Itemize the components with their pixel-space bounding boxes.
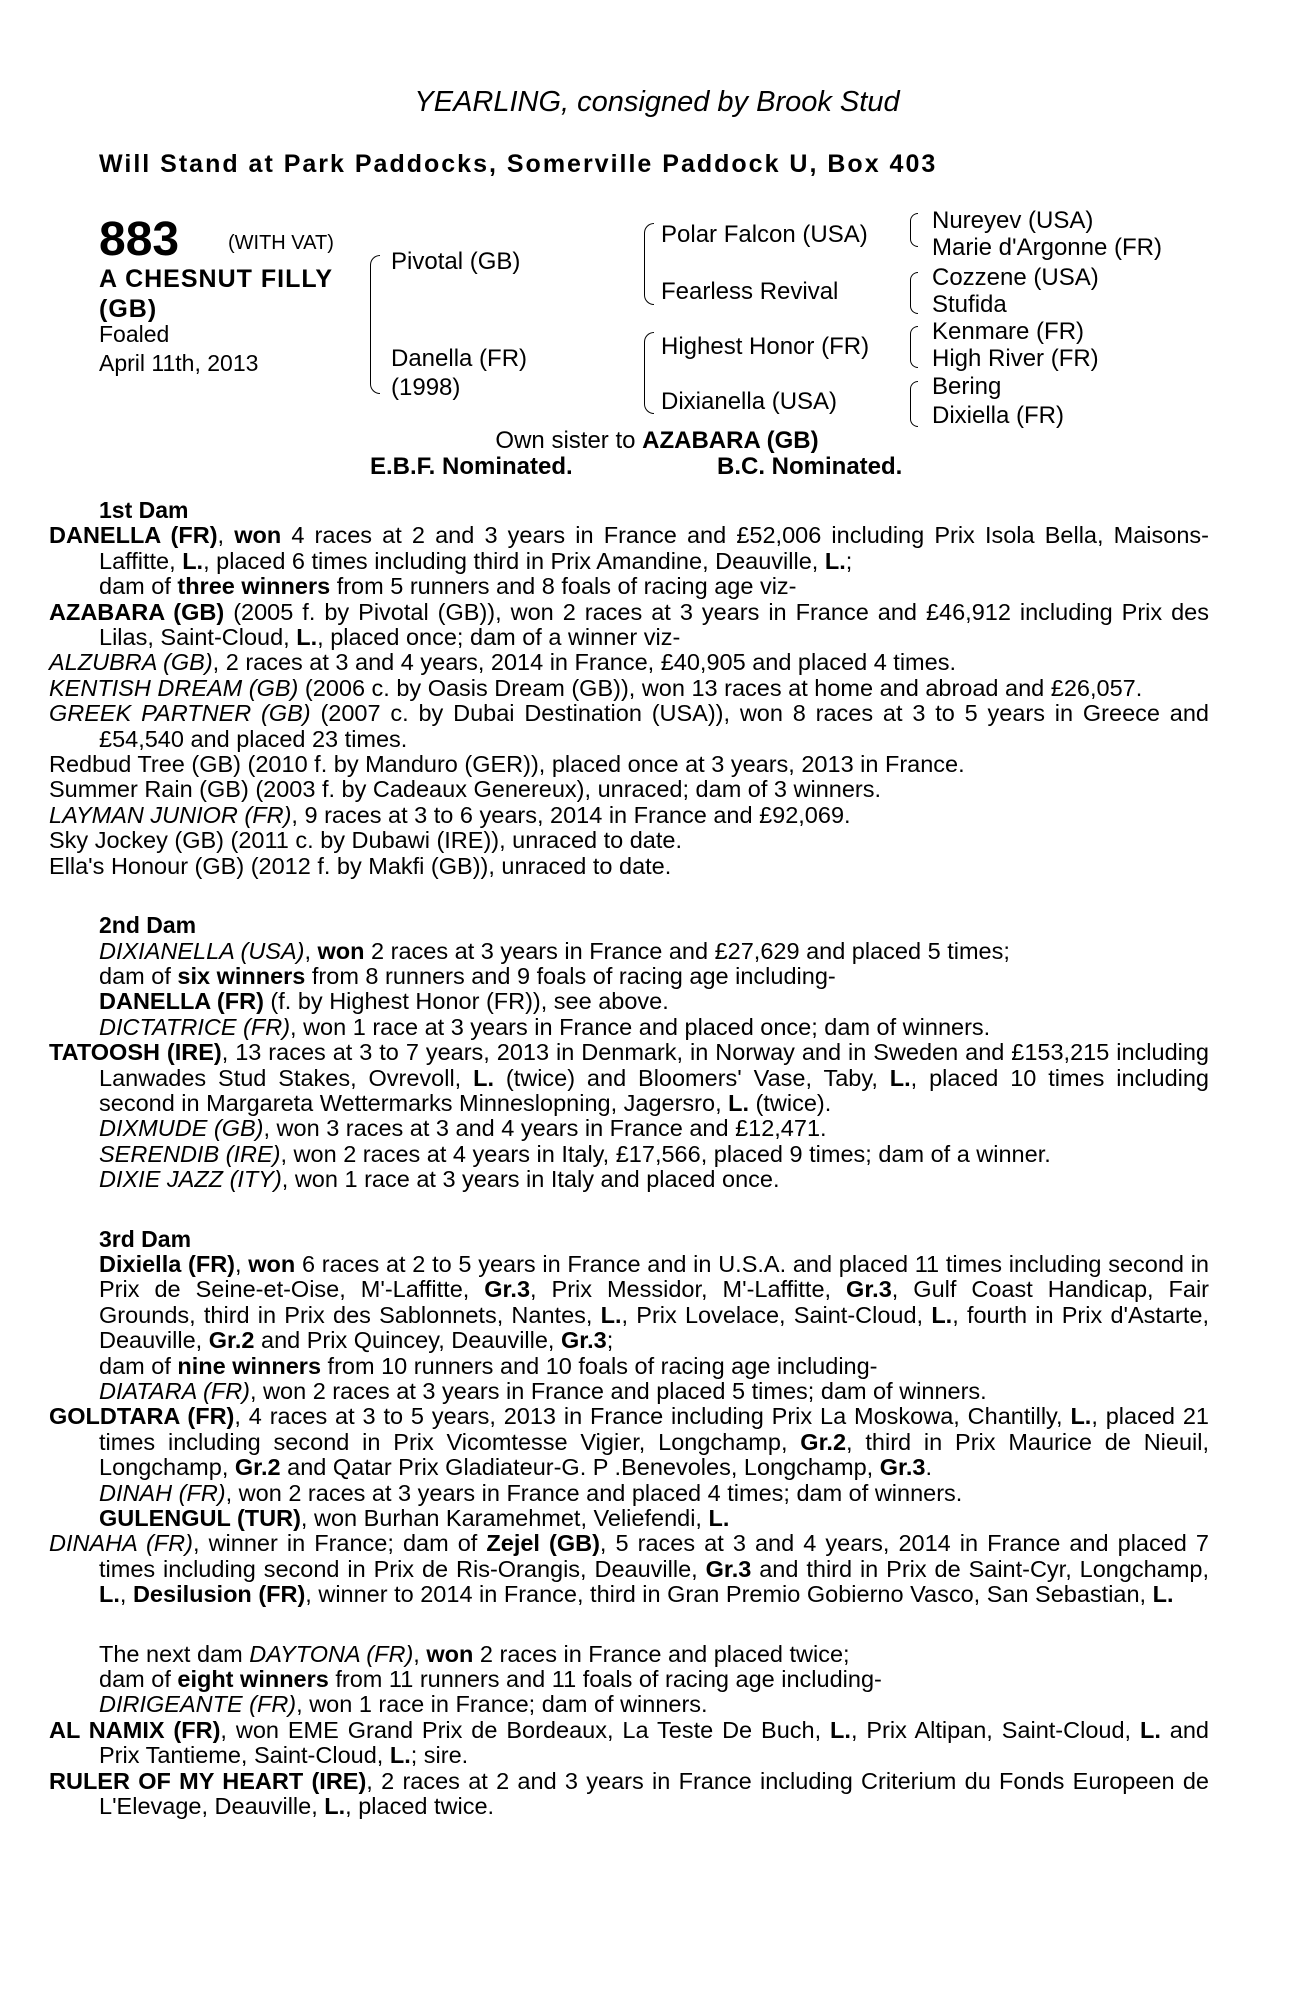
pedigree-brace-ds [910,326,918,368]
horse-name: DANELLA (FR) [99,988,264,1015]
produce-entry [49,801,1209,828]
text: 2 races in France and placed twice; [473,1640,850,1667]
lot-description [99,264,333,324]
horse-name: GREEK PARTNER (GB) [49,700,311,727]
lot-description-line2: (GB) [99,295,158,323]
grade-label: Gr.2 [208,1327,255,1354]
produce-entry: Summer Rain (GB) (2003 f. by Cadeaux Genereux), unraced; dam of 3 winners. [49,776,882,803]
bc-nominated: B.C. Nominated. [717,453,903,480]
sister-note-name: AZABARA (GB) [642,427,819,454]
sister-note [0,427,1314,455]
produce-entry: Redbud Tree (GB) (2010 f. by Manduro (GER)), placed once at 3 years, 2013 in France. [49,751,965,778]
lot-description-line1: A CHESNUT FILLY [99,265,333,293]
text: 2 races at 3 years in France and £27,629 and placed 5 times; [364,937,1010,964]
second-dam-produce-summary [99,964,1209,989]
won-label: won [426,1640,474,1667]
text: , won 2 races at 3 years in France and placed 4 times; dam of winners. [225,1479,963,1506]
text: , 13 races at 3 to 7 years, 2013 in Denmark, in Norway and in Sweden and £153,215 including Lanwades Stud Stakes, Ovrevoll, [99,1039,1209,1091]
catalogue-body [49,497,1210,1820]
second-dam-line [99,939,1209,964]
text: , winner to 2014 in France, third in Gran Premio Gobierno Vasco, San Sebastian, [305,1581,1153,1608]
text: , placed 21 times including second in Prix Vicomtesse Vigier, Longchamp, [99,1403,1209,1455]
foaled-date [99,320,258,378]
won-label: won [234,522,282,549]
horse-name: Zejel (GB) [486,1530,600,1557]
pedigree-ds-dam: High River (FR) [932,345,1099,372]
text: , 4 races at 3 to 5 years, 2013 in France including Prix La Moskowa, Chantilly, [234,1403,1071,1430]
text: ; sire. [410,1742,469,1769]
text: , third in Prix Maurice de Nieuil, Longchamp, [99,1428,1209,1481]
horse-name: DIXMUDE (GB) [99,1115,264,1142]
text: and third in Prix de Saint-Cyr, Longchamp, [751,1555,1209,1582]
produce-entry: Sky Jockey (GB) (2011 c. by Dubawi (IRE)), unraced to date. [49,827,683,854]
produce-entry [49,674,1209,701]
text: , won 2 races at 4 years in Italy, £17,566, placed 9 times; dam of a winner. [280,1140,1051,1167]
next-dam-produce-summary [99,1667,1209,1692]
grade-label: L. [1070,1403,1092,1430]
winners-count: nine winners [177,1352,322,1379]
horse-name: DIXIE JAZZ (ITY) [99,1166,282,1193]
horse-name: DICTATRICE (FR) [99,1013,291,1040]
text: and Prix Quincey, Deauville, [254,1327,561,1354]
pedigree-dam-year: (1998) [391,374,461,401]
horse-name: DINAH (FR) [99,1479,226,1506]
text: , [217,522,235,549]
won-label: won [248,1250,296,1277]
text: (twice). [749,1089,832,1116]
text: dam of [99,1352,178,1379]
text: , placed 10 times including second in Margareta Wettermarks Minneslopning, Jagersro, [99,1064,1209,1116]
text: , placed 6 times including third in Prix Amandine, Deauville, [203,547,825,574]
text: , Prix Lovelace, Saint-Cloud, [621,1301,932,1328]
grade-label: L. [728,1089,750,1116]
grade-label: Gr.3 [705,1555,752,1582]
horse-name: DIXIANELLA (USA) [99,937,305,964]
grade-label: Gr.2 [234,1454,281,1481]
grade-label: L. [99,1581,120,1608]
text: , Prix Messidor, M'-Laffitte, [530,1276,847,1303]
foaled-label: Foaled [99,321,170,347]
text: , won 1 race in France; dam of winners. [296,1691,708,1718]
text: The next dam [99,1640,250,1667]
horse-name: GOLDTARA (FR) [49,1403,235,1430]
text: , [119,1581,133,1608]
pedigree-dam-sire: Highest Honor (FR) [661,333,870,360]
text: 6 races at 2 to 5 years in France and in U.S.A. and placed 11 times including second in Prix de Seine-et-Oise, M'-Laffitte, [99,1250,1209,1303]
text: (2006 c. by Oasis Dream (GB)), won 13 races at home and abroad and £26,057. [298,674,1143,701]
text: , [413,1640,427,1667]
produce-entry [99,1506,1209,1531]
grade-label: L. [473,1064,494,1091]
pedigree-dam: Danella (FR) [391,345,528,372]
second-dam-heading: 2nd Dam [99,912,197,939]
text: , 9 races at 3 to 6 years, 2014 in France and £92,069. [291,801,851,828]
produce-entry [99,1167,1209,1192]
text: , placed once; dam of a winner viz- [317,624,681,651]
grade-label: Gr.3 [560,1327,607,1354]
page-title: YEARLING, consigned by Brook Stud [414,86,900,118]
text: dam of [99,1666,178,1693]
pedigree-ss-dam: Marie d'Argonne (FR) [932,234,1162,261]
text: 4 races at 2 and 3 years in France and £52,006 including Prix Isola Bella, Maisons-Laffitte, [99,522,1209,574]
stand-location: Will Stand at Park Paddocks, Somerville Paddock U, Box 403 [99,150,938,178]
text: , 2 races at 3 and 4 years, 2014 in France, £40,905 and placed 4 times. [212,649,956,676]
text: (2007 c. by Dubai Destination (USA)), won 8 races at 3 to 5 years in Greece and £54,540 and placed 23 times. [99,700,1209,752]
text: and Qatar Prix Gladiateur-G. P .Benevoles, Longchamp, [280,1454,880,1481]
pedigree-sd-sire: Cozzene (USA) [932,264,1099,291]
text: , won Burhan Karamehmet, Veliefendi, [300,1505,709,1532]
text: dam of [99,573,178,600]
grade-label: Gr.3 [879,1454,926,1481]
text: , won 3 races at 3 and 4 years in France and £12,471. [263,1115,827,1142]
horse-name: Dixiella (FR) [99,1250,235,1277]
produce-entry [49,598,1209,651]
text: , placed twice. [345,1793,495,1820]
horse-name: GULENGUL (TUR) [99,1505,301,1532]
produce-entry [49,1767,1209,1820]
horse-name: SERENDIB (IRE) [99,1140,281,1167]
text: , won 1 race at 3 years in Italy and placed once. [281,1166,780,1193]
pedigree-sire-dam: Fearless Revival [661,278,839,305]
grade-label: Gr.2 [800,1428,847,1455]
next-dam-line [99,1642,1209,1667]
horse-name: AZABARA (GB) [49,598,225,625]
horse-name: DIATARA (FR) [99,1378,250,1404]
text: from 5 runners and 8 foals of racing age viz- [330,573,797,600]
grade-label: L. [600,1301,622,1328]
text: , fourth in Prix d'Astarte, Deauville, [99,1301,1209,1354]
winners-count: six winners [177,962,306,989]
grade-label: L. [182,547,204,574]
text: , 2 races at 2 and 3 years in France including Criterium du Fonds Europeen de L'Elevage, Deauville, [99,1767,1209,1820]
pedigree-dd-sire: Bering [932,373,1002,400]
text: (2005 f. by Pivotal (GB)), won 2 races at 3 years in France and £46,912 including Prix des Lilas, Saint-Cloud, [99,598,1209,651]
lot-number: 883 [99,213,180,266]
grade-label: Gr.3 [484,1276,531,1303]
produce-entry [99,1379,1209,1404]
horse-name: AL NAMIX (FR) [49,1716,221,1743]
produce-entry [99,1142,1209,1167]
text: (twice) and Bloomers' Vase, Taby, [493,1064,890,1091]
grade-label: L. [708,1505,730,1532]
grade-label: L. [389,1742,411,1769]
horse-name: DINAHA (FR) [49,1530,193,1557]
text: , won EME Grand Prix de Bordeaux, La Teste De Buch, [220,1716,831,1743]
pedigree-brace-sire-dam [370,255,380,394]
horse-name: TATOOSH (IRE) [49,1039,222,1066]
text: , won 1 race at 3 years in France and placed once; dam of winners. [290,1013,991,1040]
text: from 8 runners and 9 foals of racing age including- [305,962,836,989]
pedigree-dam-dam: Dixianella (USA) [661,388,838,415]
text: , 5 races at 3 and 4 years, 2014 in France and placed 7 times including second in Prix de Ris-Orangis, Deauville, [99,1530,1210,1582]
text: dam of [99,962,178,989]
winners-count: three winners [177,573,331,600]
produce-entry [49,1530,1210,1608]
grade-label: L. [931,1301,953,1328]
produce-entry [99,1481,1209,1506]
produce-entry [99,989,1209,1014]
text: , [235,1250,249,1277]
horse-name: Desilusion (FR) [132,1581,306,1608]
pedigree-sire-sire: Polar Falcon (USA) [661,221,868,248]
pedigree-sd-dam: Stufida [932,291,1007,318]
pedigree-brace-sire [644,223,654,305]
produce-entry [49,1403,1209,1481]
pedigree-ss-sire: Nureyev (USA) [932,207,1094,234]
grade-label: L. [1152,1581,1174,1608]
grade-label: L. [830,1716,851,1743]
winners-count: eight winners [177,1666,329,1693]
pedigree-sire: Pivotal (GB) [391,248,521,275]
horse-name: KENTISH DREAM (GB) [49,674,299,701]
produce-entry [49,700,1209,752]
grade-label: L. [889,1064,911,1091]
produce-entry: Ella's Honour (GB) (2012 f. by Makfi (GB)), unraced to date. [49,852,672,879]
first-dam-heading: 1st Dam [99,497,189,523]
grade-label: L. [296,624,318,651]
horse-name: DAYTONA (FR) [249,1640,414,1667]
horse-name: DIRIGEANTE (FR) [99,1691,297,1718]
text: . [925,1454,933,1481]
sister-note-text: Own sister to [495,427,643,454]
horse-name: DANELLA (FR) [49,522,218,549]
grade-label: L. [824,547,846,574]
produce-entry [99,1116,1209,1141]
text: from 11 runners and 11 foals of racing age including- [328,1666,882,1693]
pedigree-dd-dam: Dixiella (FR) [932,402,1064,429]
text: ; [845,547,853,574]
produce-entry [49,1039,1209,1116]
pedigree-brace-sd [910,272,918,314]
horse-name: ALZUBRA (GB) [49,649,213,676]
first-dam-produce-summary [99,574,1209,599]
pedigree-brace-dd [910,381,918,427]
third-dam-line [99,1252,1209,1354]
grade-label: Gr.3 [846,1276,892,1303]
first-dam-line [49,522,1209,574]
produce-entry [49,1716,1209,1769]
horse-name: RULER OF MY HEART (IRE) [49,1767,367,1794]
foaled-value: April 11th, 2013 [99,350,259,376]
horse-name: LAYMAN JUNIOR (FR) [49,801,292,828]
produce-entry [99,1692,1209,1717]
grade-label: L. [324,1793,346,1820]
ebf-nominated: E.B.F. Nominated. [370,453,573,480]
produce-entry [99,1015,1209,1040]
text: from 10 runners and 10 foals of racing age including- [321,1352,878,1379]
text: (f. by Highest Honor (FR)), see above. [263,988,669,1015]
text: ; [606,1327,614,1354]
text: , won 2 races at 3 years in France and placed 5 times; dam of winners. [250,1378,987,1404]
grade-label: L. [1139,1716,1161,1743]
won-label: won [317,937,365,964]
text: , Gulf Coast Handicap, Fair Grounds, third in Prix des Sablonnets, Nantes, [99,1276,1210,1328]
produce-entry [49,649,1209,676]
third-dam-produce-summary [99,1354,1209,1379]
text: , Prix Altipan, Saint-Cloud, [850,1716,1140,1743]
pedigree-ds-sire: Kenmare (FR) [932,318,1085,345]
pedigree-brace-dam [644,332,654,414]
text: and Prix Tantieme, Saint-Cloud, [99,1716,1209,1769]
text: , winner in France; dam of [192,1530,487,1557]
text: , [304,937,318,964]
pedigree-brace-ss [910,213,918,247]
vat-note: (WITH VAT) [228,232,334,254]
third-dam-heading: 3rd Dam [99,1225,192,1252]
